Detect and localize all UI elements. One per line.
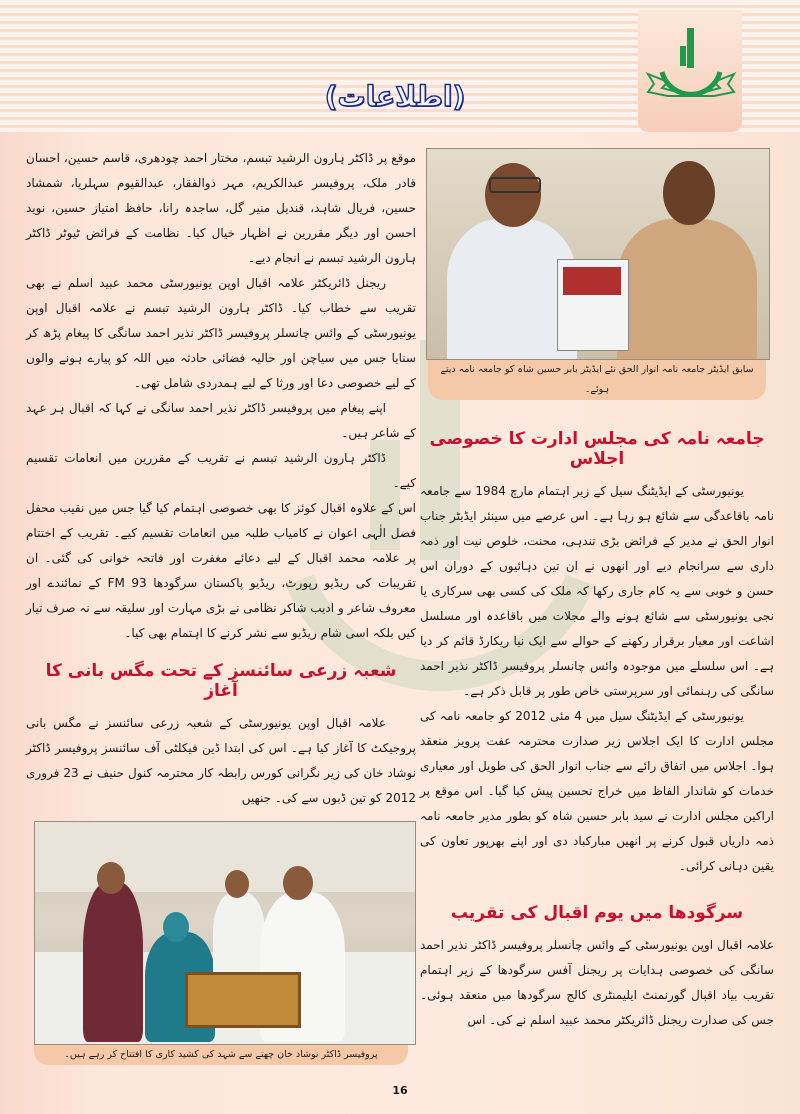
paragraph-line: ہدایات پر ریجنل آفس سرگودھا کے زیر اہتمام تقریب بیاد اقبال گورنمنٹ ایلیمنٹری کالج [420, 963, 774, 1002]
paragraph-line: ریجنل ڈائریکٹر علامہ اقبال اوپن یونیورسٹی محمد عبید اسلم نے بھی تقریب سے [26, 276, 416, 315]
editors-photo-caption: سابق ایڈیٹر جامعہ نامہ انوار الحق نئے ایڈیٹر بابر حسین شاہ کو جامعہ نامہ دیتے ہوئے۔ [428, 360, 766, 400]
page-title: (اطلاعات) [324, 80, 466, 113]
page-number: 16 [392, 1084, 408, 1097]
paragraph-line: فرائض بڑی تندہی، محنت، خلوص نیت اور ذمہ داری سے سرانجام دیے اور انھوں نے ان [420, 534, 774, 573]
paragraph-line: پروفیسر ڈاکٹر نذیر احمد سانگی کا پیغام پڑھ کر سنایا جس میں سیاچن اور حالیہ فضائی حادثہ میں [26, 326, 416, 365]
section-heading-beekeeping: شعبہ زرعی سائنسز کے تحت مگس بانی کا آغاز [45, 661, 397, 701]
paragraph-line: برقرار رکھنے کے حوالے سے ایک نیا ریکارڈ قائم کر دیا ہے۔ اس سلسلے میں موجودہ وائس [420, 634, 774, 673]
paragraph-line: خطاب کیا۔ ڈاکٹر ہارون الرشید تبسم نے علامہ اقبال اوپن یونیورسٹی کے وائس چانسلر [26, 301, 416, 340]
editorial-board-article-text [420, 479, 774, 879]
editors-photo [426, 148, 770, 360]
paragraph-line: موقع پر ڈاکٹر ہارون الرشید تبسم، مختار احمد چودھری، قاسم حسین، احسان قادر ملک، [26, 151, 417, 190]
paragraph [26, 446, 416, 496]
paragraph-line: یونیورسٹی کے ایڈیٹنگ سیل کے زیر اہتمام مارچ 1984 سے جامعہ نامہ [420, 484, 774, 523]
paragraph-line: علامہ اقبال اوپن یونیورسٹی کے شعبہ زرعی سائنسز نے مگس بانی پروجیکٹ کا [26, 716, 416, 755]
paragraph-line: اپنے پیغام میں پروفیسر ڈاکٹر نذیر احمد سانگی نے کہا کہ اقبال ہر عہد کے شاعر ہیں۔ [26, 401, 416, 440]
paragraph [420, 933, 774, 1033]
beekeeping-photo [34, 821, 416, 1045]
paragraph-line: سرگودھا FM 93 کے نمائندے اور معروف شاعر و ادیب شاکر نظامی نے بڑی مہارت [26, 576, 416, 615]
paragraph-line: تین دہائیوں کے دوران اس حسن و خوبی سے یہ کام جاری رکھا کہ ملک کی کسی بھی سرکاری یا [420, 559, 774, 598]
paragraph-line: باقاعدگی سے شائع ہو رہا ہے۔ اس عرصے میں سینئر ایڈیٹر جناب انوار الحق نے مدیر کے [420, 509, 774, 548]
paragraph-line: کورس رابطہ کار محترمہ کنول حنیف نے 23 فروری 2012 کو تین ڈبوں سے کی۔ جنھیں [26, 766, 416, 805]
paragraph-line: ساجدہ رانا، حافظ امتیاز حسین، نوید احسن اور دیگر مقررین نے اظہار خیال کیا۔ نظامت [26, 201, 416, 240]
section-heading-editorial-board: جامعہ نامہ کی مجلس ادارت کا خصوصی اجلاس [429, 429, 765, 469]
paragraph-line: سرگودھا میں منعقد ہوئی۔ جس کی صدارت ریجنل ڈائریکٹر محمد عبید اسلم نے کی۔ اس [420, 988, 774, 1027]
paragraph-line: پروفیسر عبدالکریم، مہر ذوالفقار، عبدالقیوم سہلریا، شمشاد حسین، فریال شاہد، قندیل منیر گل، [26, 176, 416, 215]
paragraph [420, 479, 774, 704]
left-article-text [26, 146, 416, 646]
beekeeping-photo-caption: پروفیسر ڈاکٹر نوشاد خان چھتے سے شہد کی کشید کاری کا افتتاح کر رہے ہیں۔ [34, 1045, 408, 1065]
paragraph-line: یونیورسٹی کے ایڈیٹنگ سیل میں 4 مئی 2012 کو جامعہ نامہ کی مجلس ادارت [420, 709, 774, 748]
paragraph-line: داریاں قبول کرنے پر انھیں مبارکباد دی اور اپنے بھرپور تعاون کی یقین دہانی کرائی۔ [420, 834, 774, 873]
footer [0, 1065, 800, 1114]
paragraph [26, 496, 416, 646]
paragraph [26, 396, 416, 446]
paragraph-line: گیا۔ اس موقع پر اراکین مجلس ادارت نے سید بابر حسین شاہ کو بطور مدیر جامعہ نامہ ذمہ [420, 784, 774, 848]
beekeeping-article-text [26, 711, 416, 811]
paragraph-line: علامہ اقبال اوپن یونیورسٹی کے وائس چانسلر پروفیسر ڈاکٹر نذیر احمد سانگی کی خصوصی [420, 938, 774, 977]
iqbal-day-article-text [420, 933, 774, 1033]
paragraph [26, 271, 416, 396]
paragraph-line: اور سلیقہ سے نہ صرف تیار کیں بلکہ اسی شام ریڈیو سے نشر کرنے کا اہتمام بھی کیا۔ [26, 601, 416, 640]
paragraph-line: چانسلر پروفیسر ڈاکٹر نذیر احمد سانگی کی رہنمائی اور سرپرستی خاص طور پر قابل ذکر ہے۔ [420, 659, 774, 698]
section-heading-iqbal-day: سرگودھا میں یوم اقبال کی تقریب [450, 903, 744, 923]
paragraph-line: اس کے علاوہ اقبال کوئز کا بھی خصوصی اہتمام کیا گیا جس میں نقیب محفل فضل الٰہی اعوان [26, 501, 416, 540]
paragraph-line: دعائے مغفرت اور فاتحہ خوانی کی گئی۔ ان تقریبات کی ریڈیو رپورٹ، ریڈیو پاکستان [26, 551, 416, 590]
paragraph-line: کے فرائض ٹیوٹر ڈاکٹر ہارون الرشید تبسم نے انجام دیے۔ [26, 226, 416, 265]
paragraph-line: نے کامیاب طلبہ میں انعامات تقسیم کیے۔ تقریب کے اختتام پر علامہ محمد اقبال کے لیے [26, 526, 416, 565]
paragraph-line: اللہ کو پیارے ہونے والوں کے لیے خصوصی دعا اور ورثا کے لیے ہمدردی شامل تھی۔ [26, 351, 416, 390]
paragraph [420, 704, 774, 879]
paragraph-line: آغاز کیا ہے۔ اس کی ابتدا ڈین فیکلٹی آف سائنسز پروفیسر ڈاکٹر نوشاد خان کی زیر نگرانی [26, 741, 416, 780]
right-column [420, 146, 774, 1065]
paragraph-line: جناب انوار الحق کی طویل اور معیاری خدمات کو شاندار الفاظ میں خراج تحسین پیش کیا [420, 759, 774, 798]
paragraph [26, 146, 416, 271]
paragraph [26, 711, 416, 811]
left-column [26, 146, 416, 1065]
paragraph-line: نجی یونیورسٹی سے شائع ہونے والے مجلات میں باقاعدہ اور مسلسل اشاعت اور معیار [420, 609, 774, 648]
paragraph-line: کا ایک اجلاس زیر صدارت محترمہ عفت پرویز منعقد ہوا۔ اجلاس میں اتفاق رائے سے [420, 734, 774, 773]
paragraph-line: ڈاکٹر ہارون الرشید تبسم نے تقریب کے مقررین میں انعامات تقسیم کیے۔ [26, 451, 416, 490]
